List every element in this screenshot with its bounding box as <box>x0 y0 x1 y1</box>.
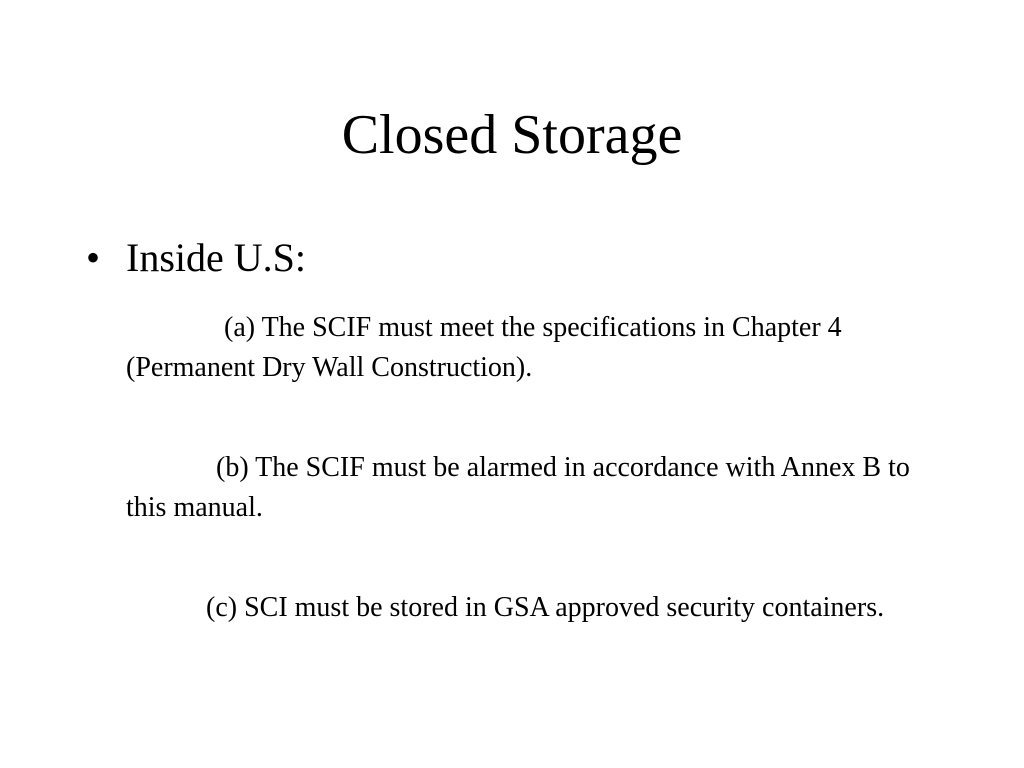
bullet-item-inside-us <box>86 234 306 282</box>
sub-item-a: (a) The SCIF must meet the specifications in Chapter 4 (Permanent Dry Wall Construction). <box>126 312 842 383</box>
sub-item-c: (c) SCI must be stored in GSA approved security containers. <box>206 592 885 623</box>
bullet-marker: • <box>86 235 101 280</box>
bullet-text: Inside U.S: <box>126 235 306 280</box>
slide-title: Closed Storage <box>341 104 683 166</box>
sub-item-b: (b) The SCIF must be alarmed in accordance with Annex B to this manual. <box>126 452 910 523</box>
